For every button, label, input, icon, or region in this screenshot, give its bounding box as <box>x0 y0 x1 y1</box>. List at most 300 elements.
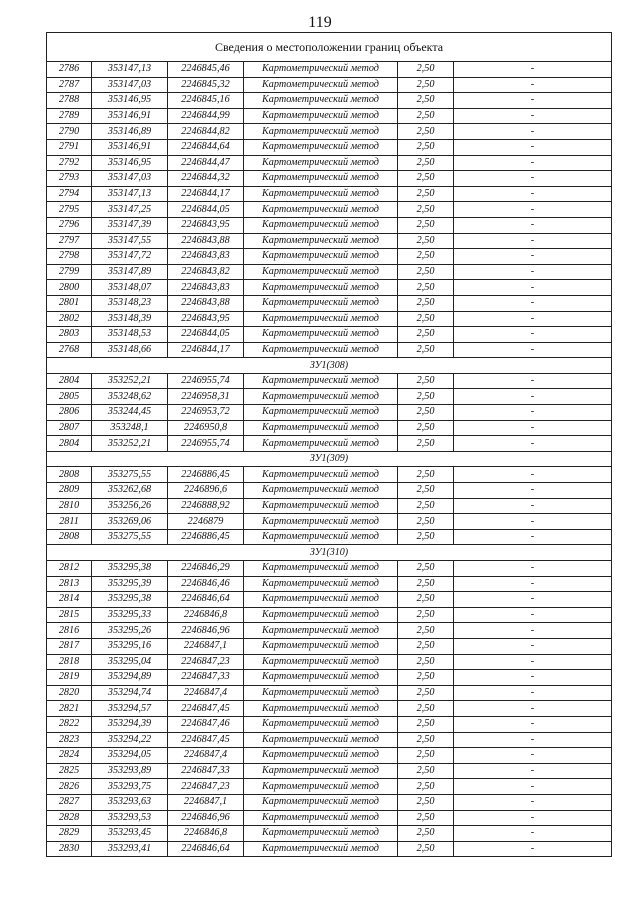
x-coordinate-cell: 353147,72 <box>92 249 168 265</box>
accuracy-cell: 2,50 <box>398 810 454 826</box>
y-coordinate-cell: 2246886,45 <box>168 529 244 545</box>
y-coordinate-cell: 2246843,82 <box>168 264 244 280</box>
y-coordinate-cell: 2246846,96 <box>168 623 244 639</box>
x-coordinate-cell: 353147,13 <box>92 186 168 202</box>
accuracy-cell: 2,50 <box>398 280 454 296</box>
point-number-cell: 2791 <box>47 139 92 155</box>
table-row <box>47 670 612 686</box>
y-coordinate-cell: 2246847,33 <box>168 763 244 779</box>
point-number-cell: 2818 <box>47 654 92 670</box>
x-coordinate-cell: 353252,21 <box>92 436 168 452</box>
accuracy-cell: 2,50 <box>398 654 454 670</box>
table-row <box>47 732 612 748</box>
y-coordinate-cell: 2246955,74 <box>168 436 244 452</box>
y-coordinate-cell: 2246845,32 <box>168 77 244 93</box>
accuracy-cell: 2,50 <box>398 436 454 452</box>
page-number: 119 <box>308 14 332 31</box>
table-row <box>47 186 612 202</box>
description-cell: - <box>454 748 612 764</box>
x-coordinate-cell: 353148,66 <box>92 342 168 358</box>
x-coordinate-cell: 353252,21 <box>92 373 168 389</box>
description-cell: - <box>454 155 612 171</box>
table-row <box>47 327 612 343</box>
x-coordinate-cell: 353275,55 <box>92 467 168 483</box>
method-cell: Картометрический метод <box>244 311 398 327</box>
method-cell: Картометрический метод <box>244 794 398 810</box>
x-coordinate-cell: 353295,16 <box>92 638 168 654</box>
accuracy-cell: 2,50 <box>398 794 454 810</box>
x-coordinate-cell: 353147,89 <box>92 264 168 280</box>
accuracy-cell: 2,50 <box>398 576 454 592</box>
x-coordinate-cell: 353148,07 <box>92 280 168 296</box>
x-coordinate-cell: 353146,89 <box>92 124 168 140</box>
group-row <box>47 545 612 561</box>
description-cell: - <box>454 826 612 842</box>
accuracy-cell: 2,50 <box>398 405 454 421</box>
description-cell: - <box>454 327 612 343</box>
point-number-cell: 2793 <box>47 171 92 187</box>
point-number-cell: 2814 <box>47 592 92 608</box>
point-number-cell: 2797 <box>47 233 92 249</box>
point-number-cell: 2806 <box>47 405 92 421</box>
table-row <box>47 139 612 155</box>
x-coordinate-cell: 353147,25 <box>92 202 168 218</box>
accuracy-cell: 2,50 <box>398 483 454 499</box>
description-cell: - <box>454 436 612 452</box>
method-cell: Картометрический метод <box>244 561 398 577</box>
point-number-cell: 2788 <box>47 93 92 109</box>
table-row <box>47 342 612 358</box>
y-coordinate-cell: 2246955,74 <box>168 373 244 389</box>
y-coordinate-cell: 2246847,45 <box>168 732 244 748</box>
description-cell: - <box>454 405 612 421</box>
method-cell: Картометрический метод <box>244 763 398 779</box>
method-cell: Картометрический метод <box>244 264 398 280</box>
table-row <box>47 716 612 732</box>
group-label: ЗУ1(308) <box>47 358 612 374</box>
x-coordinate-cell: 353294,22 <box>92 732 168 748</box>
method-cell: Картометрический метод <box>244 498 398 514</box>
description-cell: - <box>454 139 612 155</box>
y-coordinate-cell: 2246844,47 <box>168 155 244 171</box>
method-cell: Картометрический метод <box>244 607 398 623</box>
x-coordinate-cell: 353147,03 <box>92 171 168 187</box>
description-cell: - <box>454 62 612 78</box>
y-coordinate-cell: 2246845,16 <box>168 93 244 109</box>
x-coordinate-cell: 353248,1 <box>92 420 168 436</box>
description-cell: - <box>454 701 612 717</box>
table-row <box>47 77 612 93</box>
method-cell: Картометрический метод <box>244 280 398 296</box>
y-coordinate-cell: 2246846,64 <box>168 592 244 608</box>
method-cell: Картометрический метод <box>244 108 398 124</box>
description-cell: - <box>454 732 612 748</box>
method-cell: Картометрический метод <box>244 654 398 670</box>
method-cell: Картометрический метод <box>244 186 398 202</box>
accuracy-cell: 2,50 <box>398 763 454 779</box>
description-cell: - <box>454 685 612 701</box>
x-coordinate-cell: 353147,55 <box>92 233 168 249</box>
accuracy-cell: 2,50 <box>398 295 454 311</box>
y-coordinate-cell: 2246844,64 <box>168 139 244 155</box>
point-number-cell: 2819 <box>47 670 92 686</box>
point-number-cell: 2828 <box>47 810 92 826</box>
point-number-cell: 2768 <box>47 342 92 358</box>
accuracy-cell: 2,50 <box>398 155 454 171</box>
point-number-cell: 2804 <box>47 373 92 389</box>
description-cell: - <box>454 124 612 140</box>
x-coordinate-cell: 353146,95 <box>92 155 168 171</box>
description-cell: - <box>454 311 612 327</box>
y-coordinate-cell: 2246846,29 <box>168 561 244 577</box>
table-row <box>47 62 612 78</box>
table-row <box>47 623 612 639</box>
point-number-cell: 2796 <box>47 217 92 233</box>
x-coordinate-cell: 353294,39 <box>92 716 168 732</box>
accuracy-cell: 2,50 <box>398 62 454 78</box>
table-row <box>47 561 612 577</box>
accuracy-cell: 2,50 <box>398 529 454 545</box>
accuracy-cell: 2,50 <box>398 139 454 155</box>
y-coordinate-cell: 2246879 <box>168 514 244 530</box>
y-coordinate-cell: 2246847,23 <box>168 654 244 670</box>
table-row <box>47 295 612 311</box>
point-number-cell: 2807 <box>47 420 92 436</box>
table-row <box>47 405 612 421</box>
y-coordinate-cell: 2246847,33 <box>168 670 244 686</box>
x-coordinate-cell: 353293,63 <box>92 794 168 810</box>
description-cell: - <box>454 670 612 686</box>
method-cell: Картометрический метод <box>244 171 398 187</box>
method-cell: Картометрический метод <box>244 249 398 265</box>
method-cell: Картометрический метод <box>244 701 398 717</box>
description-cell: - <box>454 592 612 608</box>
table-row <box>47 311 612 327</box>
description-cell: - <box>454 233 612 249</box>
method-cell: Картометрический метод <box>244 810 398 826</box>
method-cell: Картометрический метод <box>244 139 398 155</box>
point-number-cell: 2799 <box>47 264 92 280</box>
x-coordinate-cell: 353295,38 <box>92 561 168 577</box>
table-title: Сведения о местоположении границ объекта <box>47 33 612 62</box>
method-cell: Картометрический метод <box>244 623 398 639</box>
point-number-cell: 2804 <box>47 436 92 452</box>
table-row <box>47 202 612 218</box>
table-row <box>47 280 612 296</box>
accuracy-cell: 2,50 <box>398 670 454 686</box>
method-cell: Картометрический метод <box>244 155 398 171</box>
table-row <box>47 638 612 654</box>
accuracy-cell: 2,50 <box>398 233 454 249</box>
group-row <box>47 358 612 374</box>
point-number-cell: 2826 <box>47 779 92 795</box>
method-cell: Картометрический метод <box>244 748 398 764</box>
point-number-cell: 2802 <box>47 311 92 327</box>
y-coordinate-cell: 2246846,8 <box>168 826 244 842</box>
accuracy-cell: 2,50 <box>398 202 454 218</box>
x-coordinate-cell: 353293,75 <box>92 779 168 795</box>
y-coordinate-cell: 2246843,95 <box>168 311 244 327</box>
method-cell: Картометрический метод <box>244 467 398 483</box>
table-row <box>47 171 612 187</box>
table-row <box>47 217 612 233</box>
y-coordinate-cell: 2246844,05 <box>168 202 244 218</box>
point-number-cell: 2821 <box>47 701 92 717</box>
method-cell: Картометрический метод <box>244 389 398 405</box>
method-cell: Картометрический метод <box>244 841 398 857</box>
accuracy-cell: 2,50 <box>398 77 454 93</box>
description-cell: - <box>454 217 612 233</box>
description-cell: - <box>454 794 612 810</box>
description-cell: - <box>454 623 612 639</box>
y-coordinate-cell: 2246846,46 <box>168 576 244 592</box>
table-row <box>47 124 612 140</box>
x-coordinate-cell: 353294,74 <box>92 685 168 701</box>
point-number-cell: 2809 <box>47 483 92 499</box>
y-coordinate-cell: 2246847,1 <box>168 794 244 810</box>
x-coordinate-cell: 353295,26 <box>92 623 168 639</box>
x-coordinate-cell: 353294,05 <box>92 748 168 764</box>
accuracy-cell: 2,50 <box>398 93 454 109</box>
table-row <box>47 155 612 171</box>
description-cell: - <box>454 763 612 779</box>
accuracy-cell: 2,50 <box>398 561 454 577</box>
table-row <box>47 654 612 670</box>
x-coordinate-cell: 353147,13 <box>92 62 168 78</box>
y-coordinate-cell: 2246847,4 <box>168 748 244 764</box>
table-row <box>47 529 612 545</box>
description-cell: - <box>454 841 612 857</box>
accuracy-cell: 2,50 <box>398 217 454 233</box>
accuracy-cell: 2,50 <box>398 108 454 124</box>
x-coordinate-cell: 353146,91 <box>92 108 168 124</box>
point-number-cell: 2798 <box>47 249 92 265</box>
point-number-cell: 2812 <box>47 561 92 577</box>
accuracy-cell: 2,50 <box>398 826 454 842</box>
x-coordinate-cell: 353295,33 <box>92 607 168 623</box>
group-row <box>47 451 612 467</box>
point-number-cell: 2823 <box>47 732 92 748</box>
accuracy-cell: 2,50 <box>398 186 454 202</box>
description-cell: - <box>454 202 612 218</box>
table-row <box>47 249 612 265</box>
description-cell: - <box>454 171 612 187</box>
table-row <box>47 607 612 623</box>
description-cell: - <box>454 654 612 670</box>
method-cell: Картометрический метод <box>244 124 398 140</box>
description-cell: - <box>454 420 612 436</box>
point-number-cell: 2795 <box>47 202 92 218</box>
x-coordinate-cell: 353146,95 <box>92 93 168 109</box>
point-number-cell: 2808 <box>47 529 92 545</box>
method-cell: Картометрический метод <box>244 233 398 249</box>
x-coordinate-cell: 353147,03 <box>92 77 168 93</box>
method-cell: Картометрический метод <box>244 592 398 608</box>
point-number-cell: 2824 <box>47 748 92 764</box>
description-cell: - <box>454 77 612 93</box>
method-cell: Картометрический метод <box>244 342 398 358</box>
x-coordinate-cell: 353148,23 <box>92 295 168 311</box>
accuracy-cell: 2,50 <box>398 342 454 358</box>
method-cell: Картометрический метод <box>244 77 398 93</box>
accuracy-cell: 2,50 <box>398 685 454 701</box>
accuracy-cell: 2,50 <box>398 124 454 140</box>
method-cell: Картометрический метод <box>244 405 398 421</box>
method-cell: Картометрический метод <box>244 373 398 389</box>
y-coordinate-cell: 2246843,95 <box>168 217 244 233</box>
accuracy-cell: 2,50 <box>398 748 454 764</box>
accuracy-cell: 2,50 <box>398 732 454 748</box>
x-coordinate-cell: 353148,39 <box>92 311 168 327</box>
point-number-cell: 2805 <box>47 389 92 405</box>
table-row <box>47 779 612 795</box>
accuracy-cell: 2,50 <box>398 716 454 732</box>
description-cell: - <box>454 483 612 499</box>
description-cell: - <box>454 576 612 592</box>
point-number-cell: 2825 <box>47 763 92 779</box>
x-coordinate-cell: 353293,45 <box>92 826 168 842</box>
point-number-cell: 2817 <box>47 638 92 654</box>
table-row <box>47 373 612 389</box>
x-coordinate-cell: 353147,39 <box>92 217 168 233</box>
y-coordinate-cell: 2246844,32 <box>168 171 244 187</box>
accuracy-cell: 2,50 <box>398 514 454 530</box>
table-row <box>47 810 612 826</box>
point-number-cell: 2810 <box>47 498 92 514</box>
accuracy-cell: 2,50 <box>398 311 454 327</box>
table-row <box>47 389 612 405</box>
point-number-cell: 2816 <box>47 623 92 639</box>
x-coordinate-cell: 353275,55 <box>92 529 168 545</box>
y-coordinate-cell: 2246896,6 <box>168 483 244 499</box>
x-coordinate-cell: 353148,53 <box>92 327 168 343</box>
y-coordinate-cell: 2246844,99 <box>168 108 244 124</box>
y-coordinate-cell: 2246846,64 <box>168 841 244 857</box>
table-row <box>47 592 612 608</box>
point-number-cell: 2813 <box>47 576 92 592</box>
point-number-cell: 2792 <box>47 155 92 171</box>
description-cell: - <box>454 607 612 623</box>
x-coordinate-cell: 353244,45 <box>92 405 168 421</box>
method-cell: Картометрический метод <box>244 295 398 311</box>
accuracy-cell: 2,50 <box>398 264 454 280</box>
description-cell: - <box>454 514 612 530</box>
x-coordinate-cell: 353295,39 <box>92 576 168 592</box>
method-cell: Картометрический метод <box>244 483 398 499</box>
y-coordinate-cell: 2246888,92 <box>168 498 244 514</box>
point-number-cell: 2827 <box>47 794 92 810</box>
method-cell: Картометрический метод <box>244 529 398 545</box>
y-coordinate-cell: 2246843,88 <box>168 233 244 249</box>
y-coordinate-cell: 2246958,31 <box>168 389 244 405</box>
description-cell: - <box>454 186 612 202</box>
group-label: ЗУ1(310) <box>47 545 612 561</box>
table-row <box>47 576 612 592</box>
table-row <box>47 685 612 701</box>
table-header-row <box>47 33 612 62</box>
accuracy-cell: 2,50 <box>398 171 454 187</box>
accuracy-cell: 2,50 <box>398 779 454 795</box>
accuracy-cell: 2,50 <box>398 701 454 717</box>
method-cell: Картометрический метод <box>244 638 398 654</box>
table-row <box>47 748 612 764</box>
description-cell: - <box>454 93 612 109</box>
point-number-cell: 2820 <box>47 685 92 701</box>
table-row <box>47 420 612 436</box>
method-cell: Картометрический метод <box>244 732 398 748</box>
point-number-cell: 2815 <box>47 607 92 623</box>
method-cell: Картометрический метод <box>244 514 398 530</box>
description-cell: - <box>454 264 612 280</box>
y-coordinate-cell: 2246886,45 <box>168 467 244 483</box>
description-cell: - <box>454 561 612 577</box>
y-coordinate-cell: 2246953,72 <box>168 405 244 421</box>
x-coordinate-cell: 353294,57 <box>92 701 168 717</box>
point-number-cell: 2787 <box>47 77 92 93</box>
method-cell: Картометрический метод <box>244 420 398 436</box>
table-row <box>47 701 612 717</box>
y-coordinate-cell: 2246844,05 <box>168 327 244 343</box>
y-coordinate-cell: 2246844,82 <box>168 124 244 140</box>
y-coordinate-cell: 2246843,83 <box>168 249 244 265</box>
y-coordinate-cell: 2246843,88 <box>168 295 244 311</box>
group-label: ЗУ1(309) <box>47 451 612 467</box>
accuracy-cell: 2,50 <box>398 623 454 639</box>
point-number-cell: 2808 <box>47 467 92 483</box>
description-cell: - <box>454 389 612 405</box>
accuracy-cell: 2,50 <box>398 327 454 343</box>
description-cell: - <box>454 373 612 389</box>
table-row <box>47 436 612 452</box>
y-coordinate-cell: 2246845,46 <box>168 62 244 78</box>
accuracy-cell: 2,50 <box>398 249 454 265</box>
description-cell: - <box>454 810 612 826</box>
method-cell: Картометрический метод <box>244 716 398 732</box>
accuracy-cell: 2,50 <box>398 841 454 857</box>
x-coordinate-cell: 353262,68 <box>92 483 168 499</box>
table-row <box>47 233 612 249</box>
method-cell: Картометрический метод <box>244 327 398 343</box>
description-cell: - <box>454 467 612 483</box>
table-row <box>47 514 612 530</box>
method-cell: Картометрический метод <box>244 202 398 218</box>
method-cell: Картометрический метод <box>244 670 398 686</box>
accuracy-cell: 2,50 <box>398 373 454 389</box>
method-cell: Картометрический метод <box>244 436 398 452</box>
accuracy-cell: 2,50 <box>398 389 454 405</box>
point-number-cell: 2801 <box>47 295 92 311</box>
point-number-cell: 2789 <box>47 108 92 124</box>
table-row <box>47 93 612 109</box>
point-number-cell: 2822 <box>47 716 92 732</box>
table-row <box>47 763 612 779</box>
x-coordinate-cell: 353293,89 <box>92 763 168 779</box>
method-cell: Картометрический метод <box>244 217 398 233</box>
point-number-cell: 2803 <box>47 327 92 343</box>
table-row <box>47 264 612 280</box>
boundary-coordinates-table <box>46 32 612 857</box>
description-cell: - <box>454 638 612 654</box>
method-cell: Картометрический метод <box>244 576 398 592</box>
point-number-cell: 2794 <box>47 186 92 202</box>
description-cell: - <box>454 342 612 358</box>
point-number-cell: 2811 <box>47 514 92 530</box>
table-row <box>47 498 612 514</box>
method-cell: Картометрический метод <box>244 779 398 795</box>
y-coordinate-cell: 2246847,1 <box>168 638 244 654</box>
table-row <box>47 794 612 810</box>
y-coordinate-cell: 2246846,8 <box>168 607 244 623</box>
